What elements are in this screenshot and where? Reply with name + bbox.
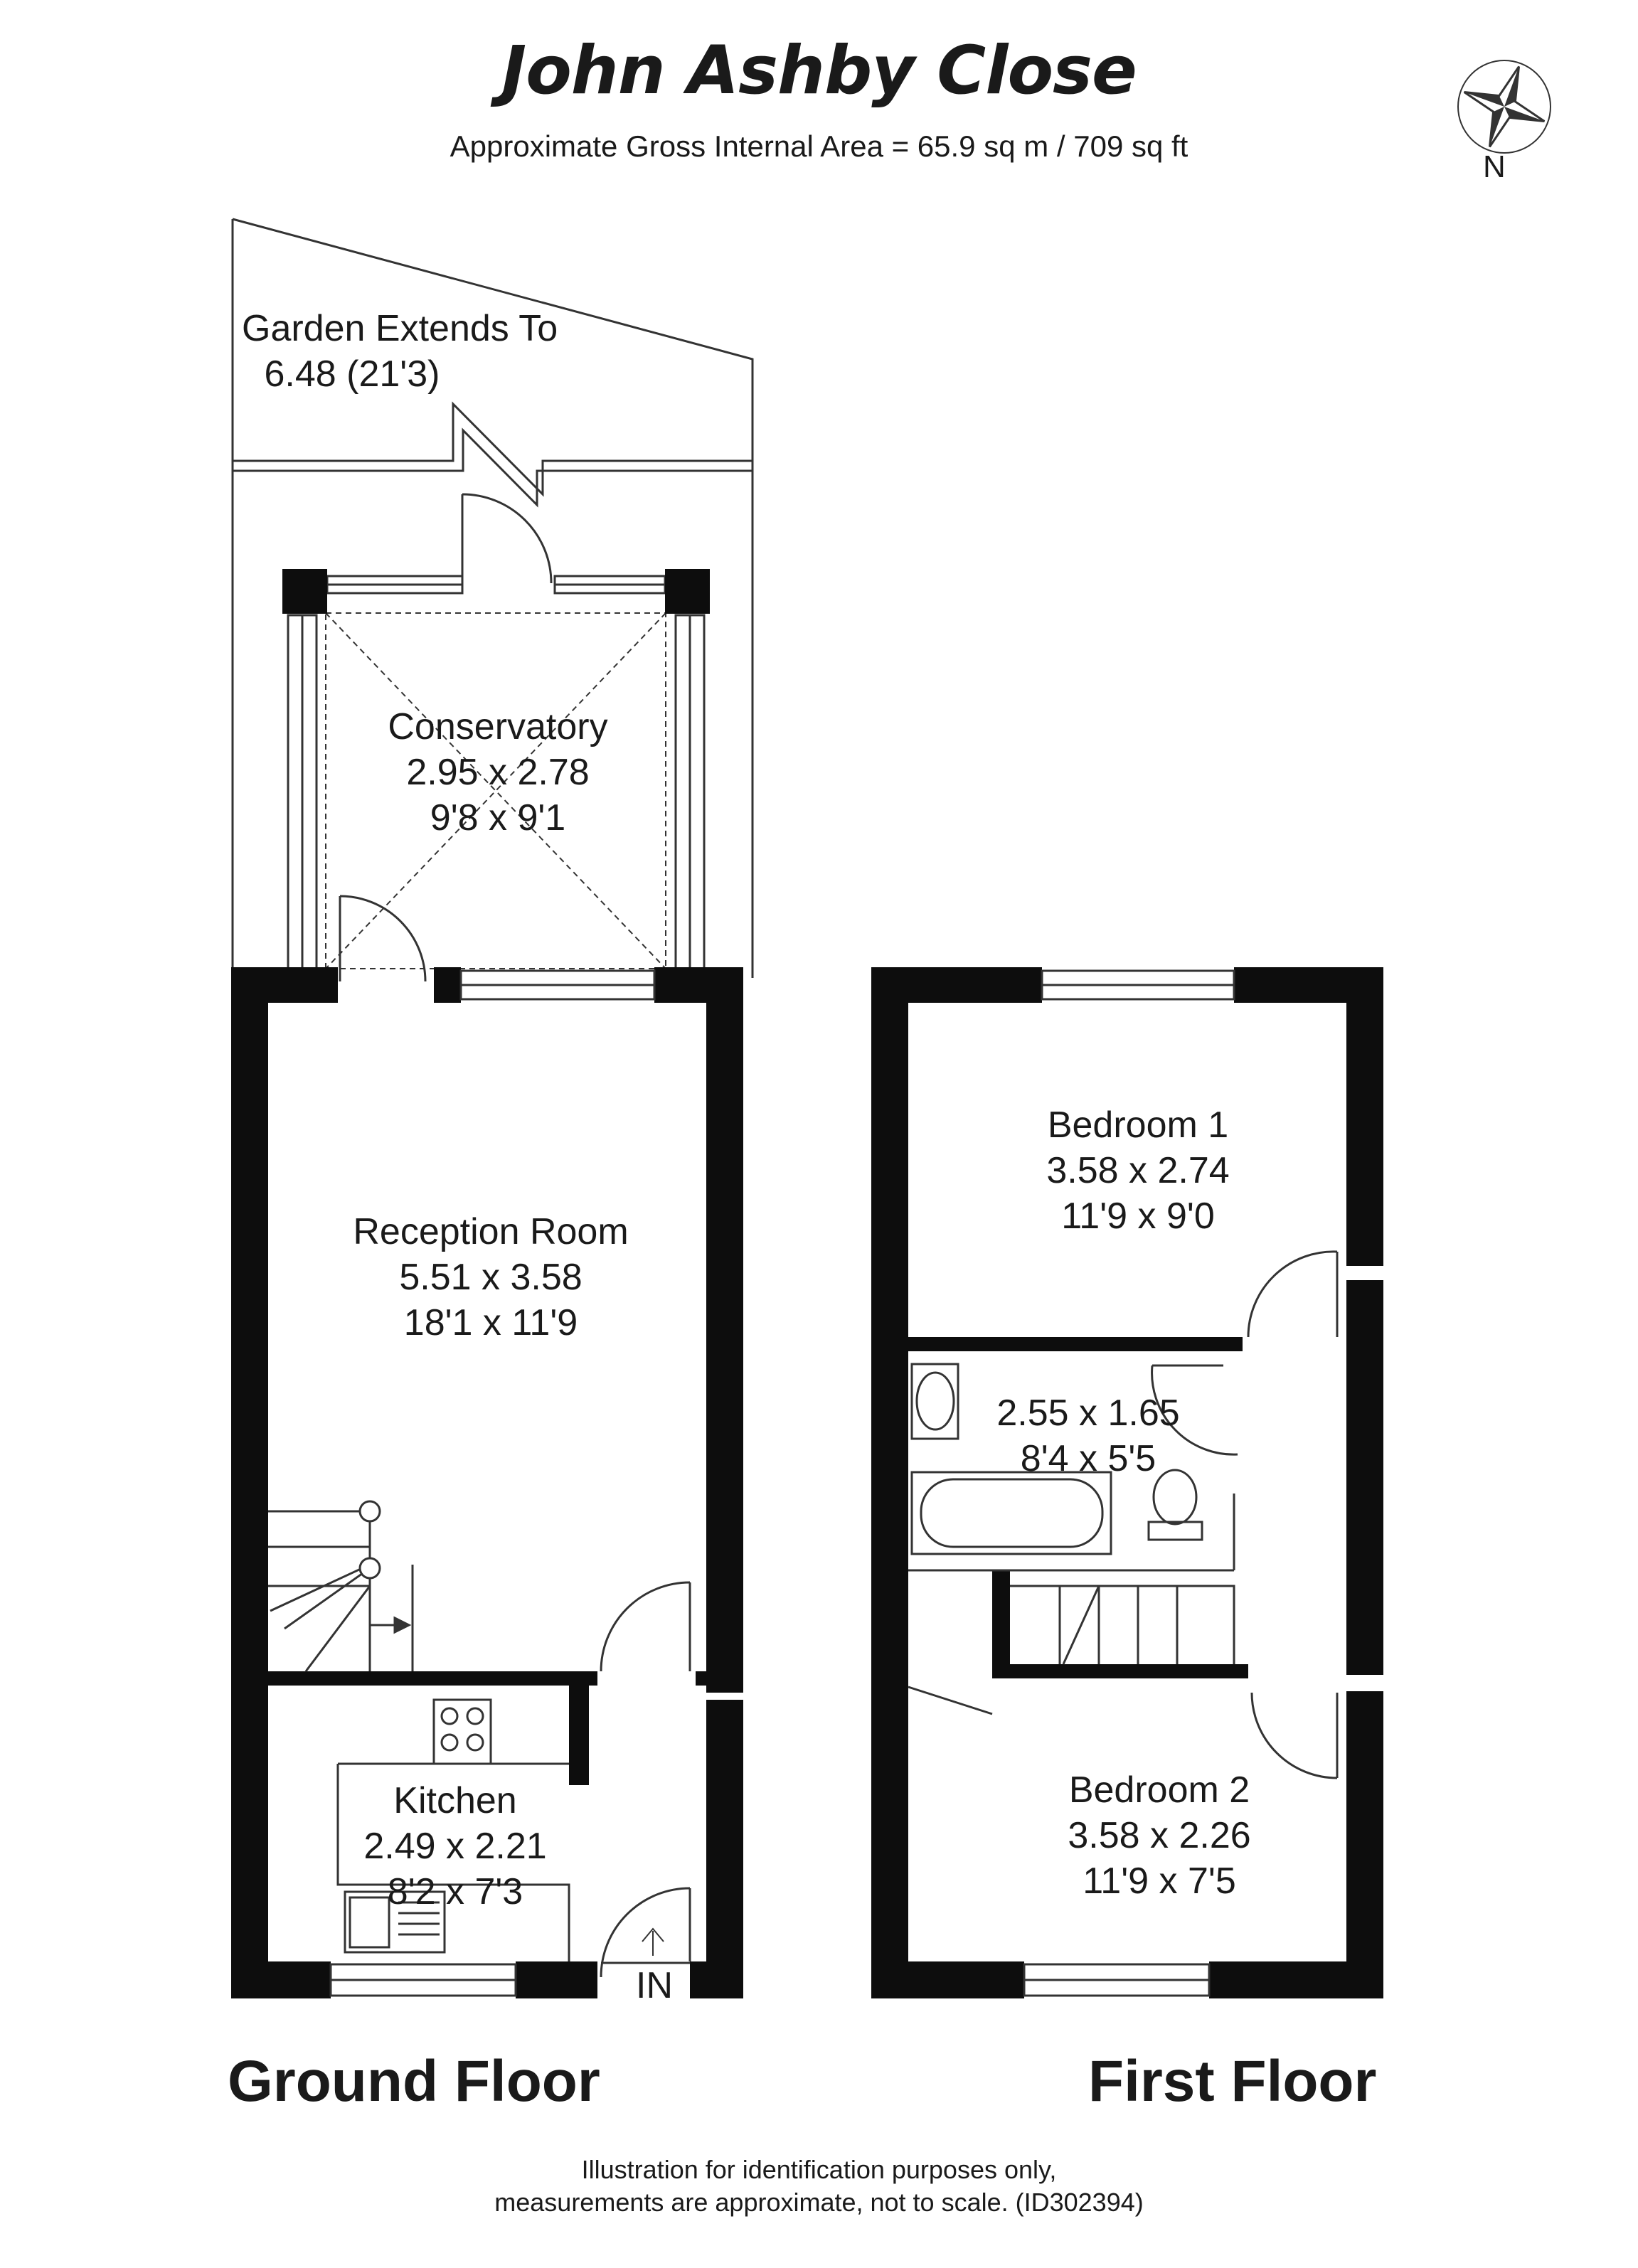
room-name: Bedroom 2 — [1068, 1769, 1250, 1811]
room-bedroom-2 — [1010, 1767, 1309, 1904]
room-kitchen — [324, 1778, 587, 1915]
room-imperial: 11'9 x 9'0 — [1061, 1196, 1215, 1237]
garden-label-line2: 6.48 (21'3) — [264, 353, 440, 395]
room-metric: 2.49 x 2.21 — [363, 1826, 547, 1867]
room-name: Kitchen — [393, 1780, 517, 1821]
first-floor-label: First Floor — [1088, 2049, 1377, 2114]
garden-label — [242, 306, 558, 397]
room-bathroom — [974, 1390, 1202, 1481]
page-title: John Ashby Close — [501, 32, 1137, 110]
garden-label-line1: Garden Extends To — [242, 308, 558, 349]
room-metric: 3.58 x 2.26 — [1068, 1815, 1251, 1856]
ground-floor-label: Ground Floor — [228, 2049, 600, 2114]
room-bedroom-1 — [989, 1102, 1287, 1239]
disclaimer-line1: Illustration for identification purposes only, — [581, 2155, 1057, 2184]
gross-area-subtitle: Approximate Gross Internal Area = 65.9 sq m / 709 sq ft — [450, 129, 1188, 163]
disclaimer — [0, 2153, 1638, 2219]
compass-north-label: N — [1483, 149, 1506, 184]
room-name: Reception Room — [353, 1211, 629, 1252]
room-metric: 5.51 x 3.58 — [399, 1257, 583, 1298]
room-name: Conservatory — [388, 706, 608, 747]
room-imperial: 8'4 x 5'5 — [1020, 1438, 1156, 1479]
room-reception — [313, 1209, 669, 1346]
room-imperial: 9'8 x 9'1 — [430, 797, 566, 838]
room-metric: 3.58 x 2.74 — [1046, 1150, 1230, 1191]
disclaimer-line2: measurements are approximate, not to scale. (ID302394) — [494, 2188, 1144, 2217]
room-name: Bedroom 1 — [1047, 1104, 1229, 1146]
room-imperial: 18'1 x 11'9 — [403, 1302, 578, 1343]
room-conservatory — [349, 704, 647, 841]
room-metric: 2.55 x 1.65 — [996, 1393, 1180, 1434]
room-imperial: 11'9 x 7'5 — [1083, 1860, 1236, 1902]
entrance-label: IN — [636, 1965, 673, 2006]
room-imperial: 8'2 x 7'3 — [387, 1871, 523, 1912]
room-metric: 2.95 x 2.78 — [406, 752, 590, 793]
